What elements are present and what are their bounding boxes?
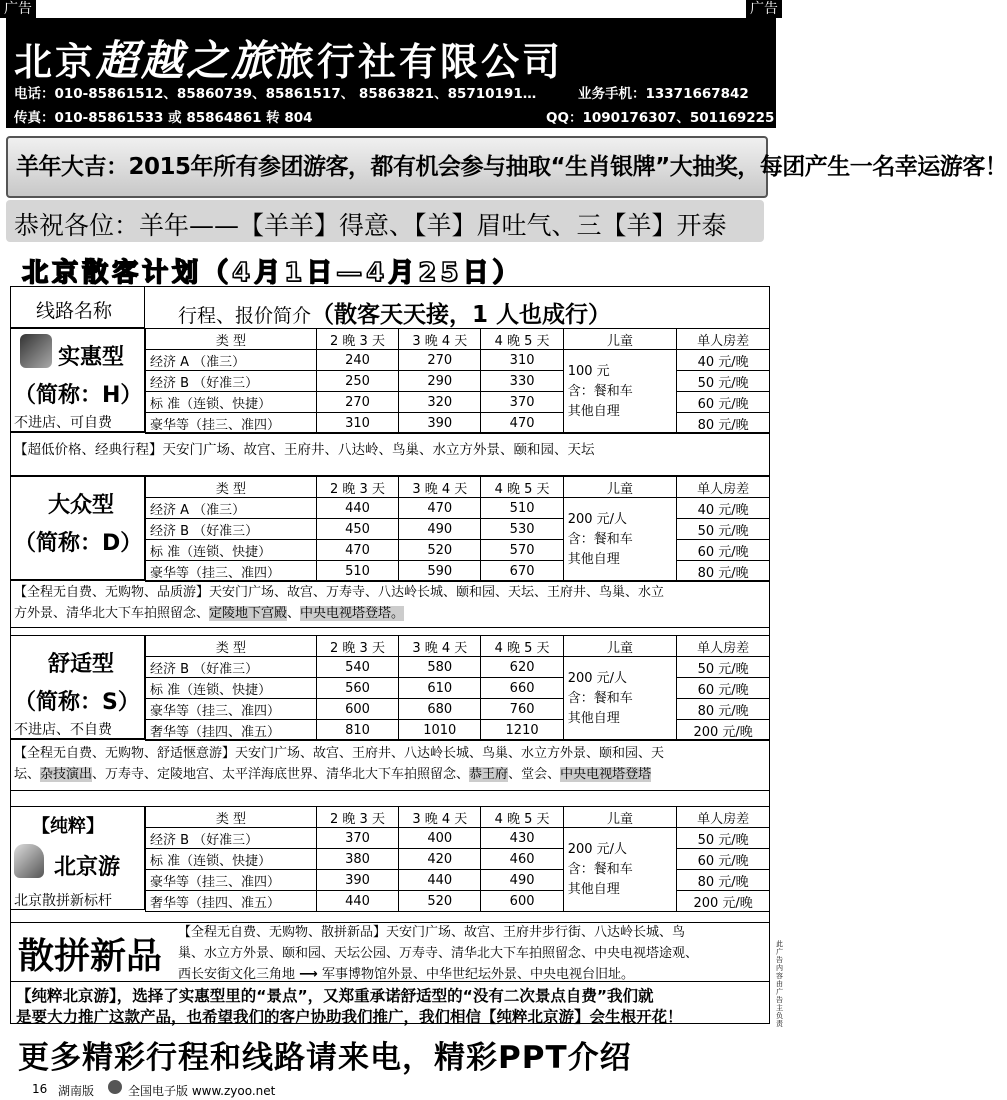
room-type: 经济 A （准三）: [146, 350, 317, 371]
price-4n5d: 1210: [481, 720, 563, 741]
col-type: 类 型: [146, 477, 317, 498]
child-price-other: 其他自理: [567, 403, 620, 419]
price-2n3d: 440: [316, 891, 398, 912]
new-product-line3b: 军事博物馆外景、中华世纪坛外景、中央电视台旧址。: [321, 967, 634, 982]
single-supplement: 60 元/晚: [677, 540, 770, 561]
col-single: 单人房差: [677, 477, 770, 498]
price-3n4d: 290: [399, 371, 481, 392]
single-supplement: 60 元/晚: [677, 678, 770, 699]
price-3n4d: 590: [399, 561, 481, 582]
price-table: [145, 476, 770, 582]
price-4n5d: 470: [481, 413, 563, 434]
child-price-value: 100 元: [567, 363, 610, 379]
footer-slogan: 更多精彩行程和线路请来电，精彩PPT介绍: [18, 1040, 632, 1076]
price-3n4d: 420: [399, 849, 481, 870]
col-2n3d: 2 晚 3 天: [316, 477, 398, 498]
company-brand: 超越之旅: [96, 36, 277, 85]
price-3n4d: 390: [399, 413, 481, 434]
section-name: 实惠型: [58, 345, 125, 370]
route-line1: 【全程无自费、无购物、舒适惬意游】天安门广场、故宫、王府井、八达岭长城、鸟巢、水立方外景、颐和园、天: [14, 746, 665, 761]
price-2n3d: 380: [316, 849, 398, 870]
col-child: 儿童: [563, 807, 677, 828]
table-row: [146, 870, 770, 891]
single-supplement: 80 元/晚: [677, 561, 770, 582]
price-2n3d: 560: [316, 678, 398, 699]
company-name: [14, 28, 563, 88]
price-3n4d: 580: [399, 657, 481, 678]
route-description: 【超低价格、经典行程】天安门广场、故宫、王府井、八达岭、鸟巢、水立方外景、颐和园、天坛: [14, 442, 595, 458]
new-product-line3a: 西长安街文化三角地: [178, 967, 296, 982]
price-table-header: [146, 329, 770, 350]
col-3n4d: 3 晚 4 天: [399, 329, 481, 350]
col-4n5d: 4 晚 5 天: [481, 636, 563, 657]
greeting-text: 恭祝各位：羊年——【羊羊】得意、【羊】眉吐气、三【羊】开泰: [14, 211, 727, 240]
child-price-other: 其他自理: [567, 710, 620, 726]
route-text: 、万寿寺、定陵地宫、太平洋海底世界、清华北大下车拍照留念、: [92, 767, 470, 782]
route-highlight: 中央电视塔登塔: [560, 767, 652, 782]
room-type: 豪华等（挂三、准四）: [146, 870, 317, 891]
child-price-includes: 含：餐和车: [567, 383, 633, 399]
price-4n5d: 530: [481, 519, 563, 540]
page-number: 16: [32, 1082, 48, 1096]
route-sep: 、: [287, 606, 301, 621]
price-2n3d: 390: [316, 870, 398, 891]
single-supplement: 40 元/晚: [677, 350, 770, 371]
recommendation: [16, 986, 683, 1028]
price-4n5d: 660: [481, 678, 563, 699]
price-2n3d: 470: [316, 540, 398, 561]
room-type: 标 准（连锁、快捷）: [146, 392, 317, 413]
price-2n3d: 370: [316, 828, 398, 849]
col-2n3d: 2 晚 3 天: [316, 329, 398, 350]
company-header: [6, 18, 776, 128]
child-price-value: 200 元/人: [567, 841, 628, 857]
section-name: 大众型: [48, 493, 115, 518]
single-supplement: 50 元/晚: [677, 828, 770, 849]
room-type: 奢华等（挂四、准五）: [146, 891, 317, 912]
new-product-line2: 巢、水立方外景、颐和园、天坛公园、万寿寺、清华北大下车拍照留念、中央电视塔途观、: [178, 946, 699, 961]
section-name: 舒适型: [48, 652, 115, 677]
child-price: [563, 498, 677, 582]
table-row: [146, 657, 770, 678]
room-type: 经济 B （好准三）: [146, 519, 317, 540]
table-row: [146, 350, 770, 371]
price-2n3d: 810: [316, 720, 398, 741]
child-price: [563, 350, 677, 434]
col-2n3d: 2 晚 3 天: [316, 807, 398, 828]
site-label: 全国电子版 www.zyoo.net: [128, 1084, 276, 1098]
price-4n5d: 490: [481, 870, 563, 891]
single-supplement: 50 元/晚: [677, 519, 770, 540]
table-row: [146, 519, 770, 540]
ad-tag-right: 广告: [746, 0, 782, 18]
table-row: [146, 720, 770, 741]
price-2n3d: 310: [316, 413, 398, 434]
arrow-icon: ⟶: [299, 967, 318, 982]
single-supplement: 200 元/晚: [677, 720, 770, 741]
price-3n4d: 400: [399, 828, 481, 849]
table-row: [146, 561, 770, 582]
price-2n3d: 540: [316, 657, 398, 678]
table-row: [146, 828, 770, 849]
route-description: [14, 743, 766, 785]
col-4n5d: 4 晚 5 天: [481, 329, 563, 350]
room-type: 经济 B （好准三）: [146, 657, 317, 678]
col-child: 儿童: [563, 477, 677, 498]
col-single: 单人房差: [677, 807, 770, 828]
col-4n5d: 4 晚 5 天: [481, 807, 563, 828]
price-4n5d: 330: [481, 371, 563, 392]
col-type: 类 型: [146, 807, 317, 828]
single-supplement: 200 元/晚: [677, 891, 770, 912]
price-4n5d: 620: [481, 657, 563, 678]
room-type: 标 准（连锁、快捷）: [146, 849, 317, 870]
col-child: 儿童: [563, 636, 677, 657]
route-line2: [14, 603, 766, 624]
price-table-header: [146, 807, 770, 828]
thumbs-up-icon: [14, 844, 44, 878]
price-3n4d: 1010: [399, 720, 481, 741]
table-row: [146, 413, 770, 434]
company-suffix: 旅行社有限公司: [276, 39, 564, 84]
col-child: 儿童: [563, 329, 677, 350]
ad-tag-left: 广告: [0, 0, 36, 18]
col-type: 类 型: [146, 636, 317, 657]
room-type: 豪华等（挂三、准四）: [146, 561, 317, 582]
table-row: [146, 371, 770, 392]
fax-numbers: 传真：010-85861533 或 85864861 转 804: [14, 110, 313, 126]
child-price-value: 200 元/人: [567, 670, 628, 686]
section-name-tag: 【纯粹】: [32, 816, 104, 837]
price-3n4d: 490: [399, 519, 481, 540]
section-short: （简称：H）: [14, 383, 143, 408]
price-4n5d: 670: [481, 561, 563, 582]
child-price-other: 其他自理: [567, 881, 620, 897]
col-single: 单人房差: [677, 636, 770, 657]
section-note: 北京散拼新标杆: [14, 893, 112, 909]
route-line1: 【全程无自费、无购物、品质游】天安门广场、故宫、万寿寺、八达岭长城、颐和园、天坛、王府井、鸟巢、水立: [14, 585, 665, 600]
price-3n4d: 320: [399, 392, 481, 413]
price-table-header: [146, 636, 770, 657]
child-price-includes: 含：餐和车: [567, 531, 633, 547]
promo-banner: [6, 136, 1007, 198]
promo-text: 羊年大吉：2015年所有参团游客，都有机会参与抽取“生肖银牌”大抽奖，每团产生一名幸运游客！: [16, 154, 1007, 180]
price-table: [145, 635, 770, 741]
price-4n5d: 510: [481, 498, 563, 519]
edition: 湖南版: [58, 1084, 95, 1098]
new-product-label: 散拼新品: [18, 936, 163, 977]
single-supplement: 40 元/晚: [677, 498, 770, 519]
single-supplement: 80 元/晚: [677, 870, 770, 891]
room-type: 经济 A （准三）: [146, 498, 317, 519]
table-row: [146, 540, 770, 561]
price-4n5d: 760: [481, 699, 563, 720]
section-note: 不进店、可自费: [14, 415, 112, 431]
slogan: （散客天天接，1 人也成行）: [311, 302, 612, 328]
room-type: 豪华等（挂三、准四）: [146, 413, 317, 434]
new-product-line1: 【全程无自费、无购物、散拼新品】天安门广场、故宫、王府井步行街、八达岭长城、鸟: [178, 925, 686, 940]
room-type: 奢华等（挂四、准五）: [146, 720, 317, 741]
single-supplement: 60 元/晚: [677, 392, 770, 413]
mobile-number: 业务手机：13371667842: [578, 86, 749, 102]
single-supplement: 50 元/晚: [677, 657, 770, 678]
logo-icon: [108, 1080, 122, 1094]
table-row: [146, 849, 770, 870]
table-row: [146, 678, 770, 699]
new-product-line3: [178, 964, 768, 985]
greeting-banner: [6, 200, 764, 242]
price-3n4d: 520: [399, 540, 481, 561]
route-highlight: 杂技演出: [40, 767, 93, 782]
single-supplement: 80 元/晚: [677, 699, 770, 720]
route-description: [14, 582, 766, 624]
route-text: 、堂会、: [508, 767, 561, 782]
col-3n4d: 3 晚 4 天: [399, 807, 481, 828]
price-2n3d: 250: [316, 371, 398, 392]
price-3n4d: 470: [399, 498, 481, 519]
table-row: [146, 891, 770, 912]
table-row: [146, 699, 770, 720]
col-single: 单人房差: [677, 329, 770, 350]
table-row: [146, 498, 770, 519]
price-3n4d: 680: [399, 699, 481, 720]
price-table: [145, 328, 770, 434]
col-3n4d: 3 晚 4 天: [399, 477, 481, 498]
col-3n4d: 3 晚 4 天: [399, 636, 481, 657]
price-4n5d: 600: [481, 891, 563, 912]
price-4n5d: 430: [481, 828, 563, 849]
table-row: [146, 392, 770, 413]
child-price-includes: 含：餐和车: [567, 690, 633, 706]
child-price: [563, 828, 677, 912]
child-price-includes: 含：餐和车: [567, 861, 633, 877]
price-2n3d: 440: [316, 498, 398, 519]
route-name-header: 线路名称: [36, 300, 113, 322]
col-type: 类 型: [146, 329, 317, 350]
price-2n3d: 510: [316, 561, 398, 582]
child-price: [563, 657, 677, 741]
price-3n4d: 270: [399, 350, 481, 371]
route-highlight: 定陵地下宫殿: [209, 606, 288, 621]
qq-numbers: QQ：1090176307、501169225: [546, 110, 775, 126]
price-3n4d: 440: [399, 870, 481, 891]
price-4n5d: 370: [481, 392, 563, 413]
room-type: 标 准（连锁、快捷）: [146, 678, 317, 699]
route-text: 方外景、清华北大下车拍照留念、: [14, 606, 210, 621]
price-4n5d: 310: [481, 350, 563, 371]
route-line2: [14, 764, 766, 785]
price-3n4d: 520: [399, 891, 481, 912]
flame-icon: [20, 334, 52, 368]
route-cell: [10, 432, 770, 476]
route-highlight: 恭王府: [469, 767, 509, 782]
col-2n3d: 2 晚 3 天: [316, 636, 398, 657]
plan-title: 北京散客计划（4月1日—4月25日）: [22, 258, 523, 288]
recommend-line2: 是要大力推广这款产品，也希望我们的客户协助我们推广，我们相信【纯粹北京游】会生根开花！: [16, 1008, 683, 1026]
room-type: 豪华等（挂三、准四）: [146, 699, 317, 720]
section-note: 不进店、不自费: [14, 722, 112, 738]
price-2n3d: 270: [316, 392, 398, 413]
price-table-header: [146, 477, 770, 498]
price-table: [145, 806, 770, 912]
price-4n5d: 460: [481, 849, 563, 870]
room-type: 经济 B （好准三）: [146, 371, 317, 392]
room-type: 标 准（连锁、快捷）: [146, 540, 317, 561]
itinerary-label: 行程、报价简介: [178, 305, 312, 327]
price-4n5d: 570: [481, 540, 563, 561]
price-2n3d: 600: [316, 699, 398, 720]
itinerary-header: [178, 296, 611, 329]
single-supplement: 60 元/晚: [677, 849, 770, 870]
child-price-value: 200 元/人: [567, 511, 628, 527]
child-price-other: 其他自理: [567, 551, 620, 567]
side-disclaimer: 此广告内容由广告主负责: [776, 940, 783, 1028]
section-name: 北京游: [54, 855, 121, 880]
col-4n5d: 4 晚 5 天: [481, 477, 563, 498]
room-type: 经济 B （好准三）: [146, 828, 317, 849]
route-text: 坛、: [14, 767, 41, 782]
price-2n3d: 240: [316, 350, 398, 371]
route-highlight: 中央电视塔登塔。: [300, 606, 405, 621]
price-3n4d: 610: [399, 678, 481, 699]
single-supplement: 50 元/晚: [677, 371, 770, 392]
company-prefix: 北京: [14, 39, 97, 84]
section-short: （简称：S）: [14, 690, 140, 715]
price-2n3d: 450: [316, 519, 398, 540]
phone-numbers: 电话：010-85861512、85860739、85861517、 85863821、85710191…: [14, 86, 537, 102]
new-product-route: [178, 922, 768, 985]
section-short: （简称：D）: [14, 531, 143, 556]
recommend-line1: 【纯粹北京游】，选择了实惠型里的“景点”，又郑重承诺舒适型的“没有二次景点自费”我们就: [16, 987, 654, 1005]
single-supplement: 80 元/晚: [677, 413, 770, 434]
